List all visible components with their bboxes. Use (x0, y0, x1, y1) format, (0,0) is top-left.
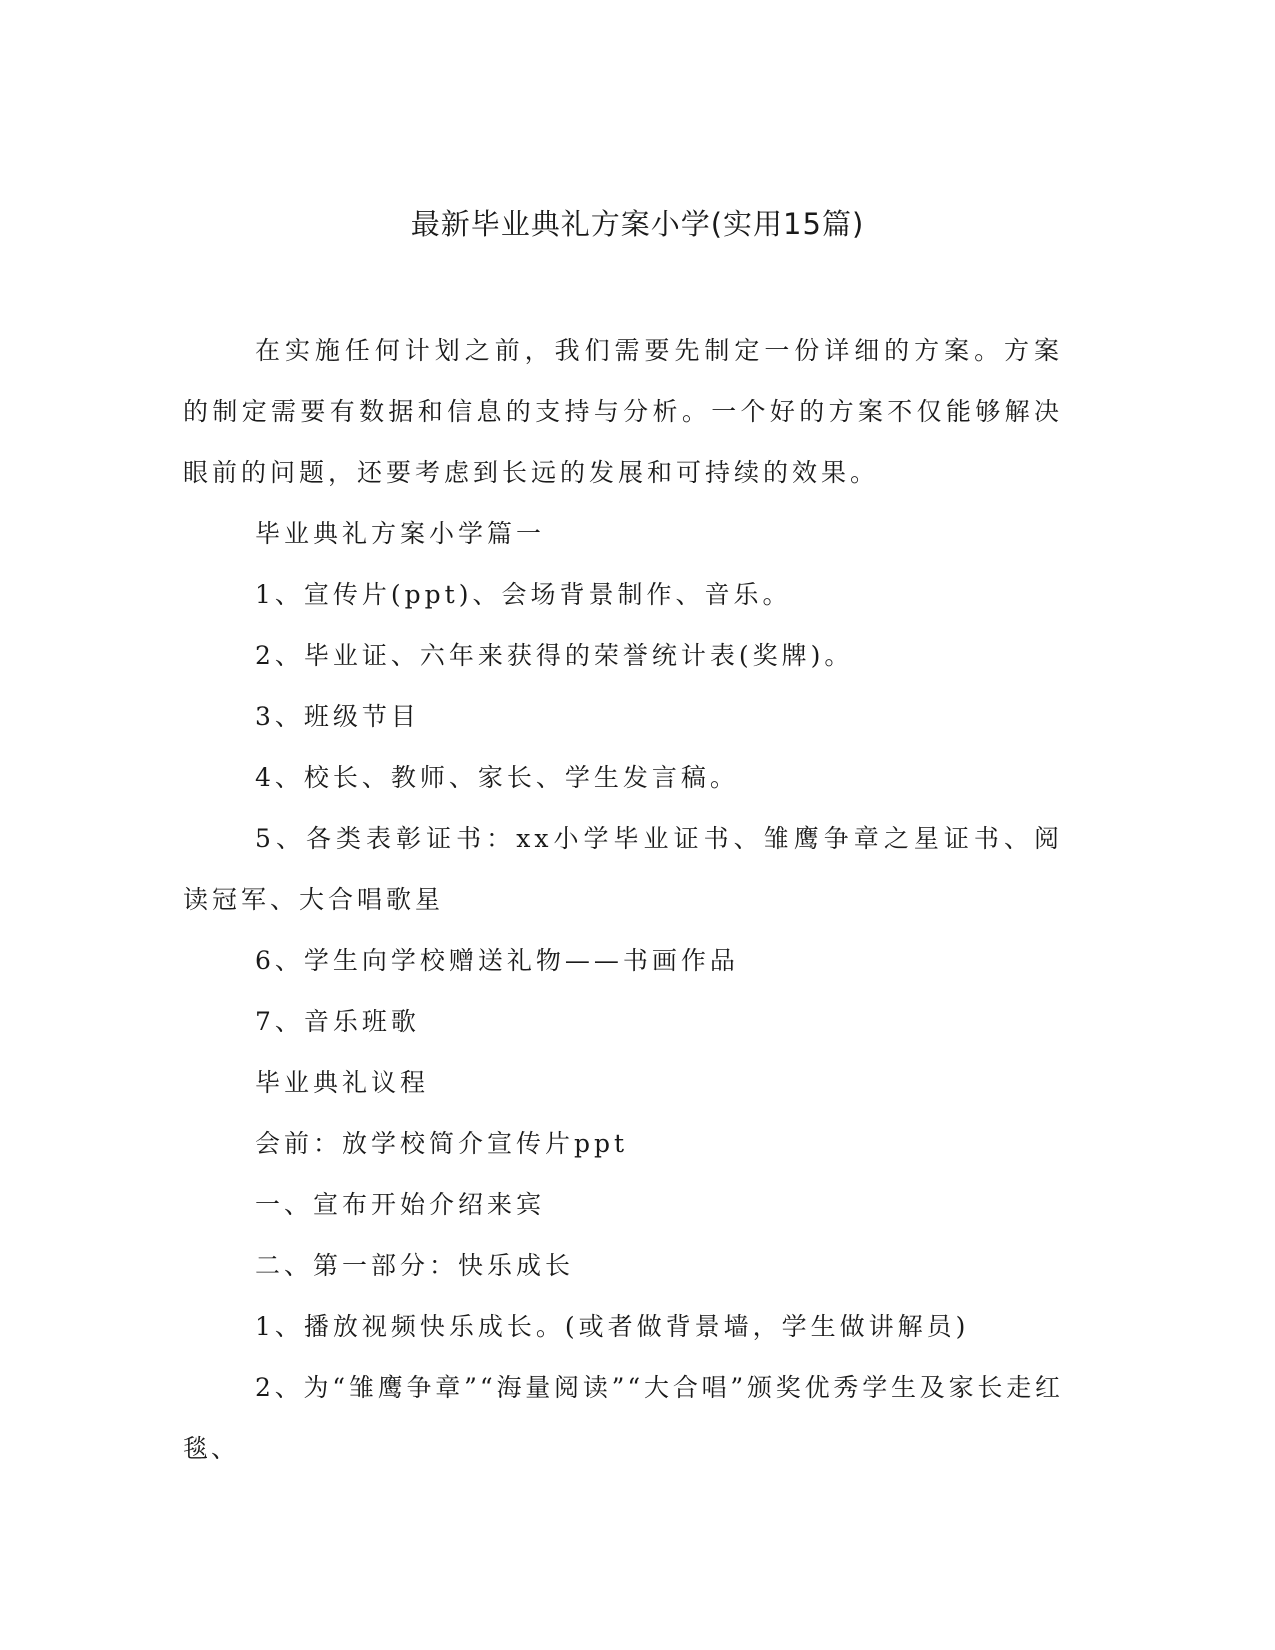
document-title: 最新毕业典礼方案小学(实用15篇) (410, 207, 865, 241)
list-item: 2、毕业证、六年来获得的荣誉统计表(奖牌)。 (255, 641, 854, 670)
intro-paragraph: 在实施任何计划之前，我们需要先制定一份详细的方案。方案的制定需要有数据和信息的支持与分析。一个好的方案不仅能够解决眼前的问题，还要考虑到长远的发展和可持续的效果。 (183, 336, 1063, 487)
agenda-item: 二、第一部分：快乐成长 (255, 1251, 575, 1280)
agenda-item: 会前：放学校简介宣传片ppt (255, 1129, 629, 1158)
list-item: 1、宣传片(ppt)、会场背景制作、音乐。 (255, 580, 792, 609)
document-body (183, 320, 1063, 1479)
agenda-item: 一、宣布开始介绍来宾 (255, 1190, 546, 1219)
list-item: 5、各类表彰证书：xx小学毕业证书、雏鹰争章之星证书、阅读冠军、大合唱歌星 (183, 824, 1063, 914)
list-item: 3、班级节目 (255, 702, 420, 731)
section-heading-part-one: 毕业典礼方案小学篇一 (255, 519, 546, 548)
section-heading-agenda: 毕业典礼议程 (255, 1068, 430, 1097)
agenda-item: 1、播放视频快乐成长。(或者做背景墙，学生做讲解员) (255, 1312, 970, 1341)
list-item: 4、校长、教师、家长、学生发言稿。 (255, 763, 739, 792)
list-item: 6、学生向学校赠送礼物——书画作品 (255, 946, 739, 975)
agenda-item: 2、为“雏鹰争章”“海量阅读”“大合唱”颁奖优秀学生及家长走红毯、 (183, 1373, 1063, 1463)
list-item: 7、音乐班歌 (255, 1007, 420, 1036)
